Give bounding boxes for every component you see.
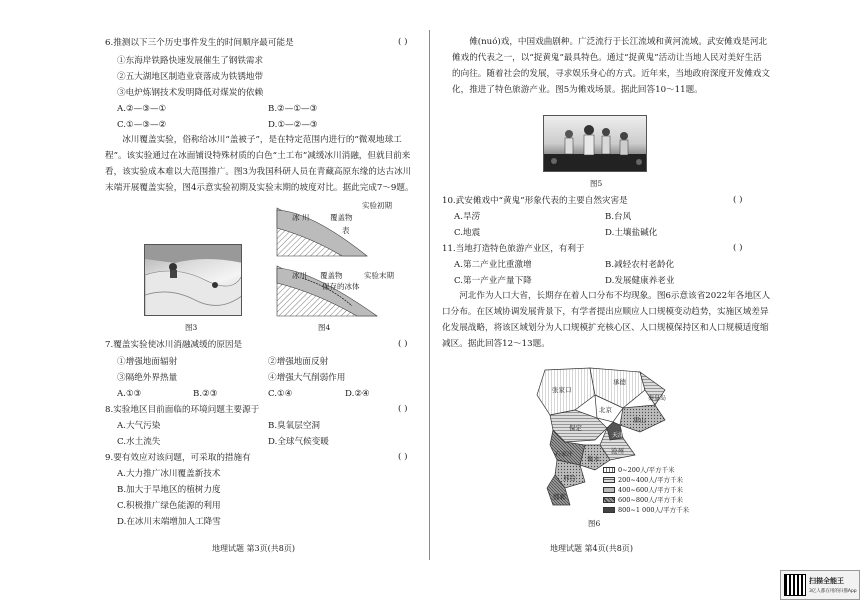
q7-stem: 7.覆盖实验使冰川消融减缓的原因是 (105, 340, 243, 350)
q8-answer-paren: ( ) (398, 404, 408, 414)
q8-option-a: A.大气污染 (117, 421, 161, 431)
legend-label-3: 400~600人/平方千米 (618, 486, 683, 494)
q9-option-c: C.积极推广绿色能源的利用 (117, 501, 221, 511)
q8-option-d: D.全球气候变暖 (268, 437, 329, 447)
q7-item-1: ①增强地面辐射 (117, 357, 178, 367)
q10-option-d: D.土壤盐碱化 (605, 228, 658, 238)
q11-option-c: C.第一产业产量下降 (454, 276, 532, 286)
fig4-label-table: 表 (342, 226, 350, 235)
scanner-subtitle: 3亿人都在用的扫描App (809, 589, 857, 594)
legend-row-3 (603, 485, 683, 494)
fig4-label-cover: 覆盖物 (330, 213, 353, 222)
q7-item-3: ③隔绝外界热量 (117, 373, 178, 383)
map-label-baoding: 保定 (569, 424, 582, 432)
q11-option-b: B.减轻农村老龄化 (605, 260, 675, 270)
q6-answer-paren: ( ) (398, 37, 408, 47)
q9-answer-paren: ( ) (398, 452, 408, 462)
figure-4-caption: 图4 (318, 323, 331, 332)
q7-option-d: D.②④ (345, 389, 370, 399)
fig4-label-glacier-2: 冰川 (292, 271, 307, 280)
map-label-shijiazhuang: 石家庄 (555, 451, 574, 458)
q6-option-c: C.①—③—② (117, 120, 167, 130)
q11-option-a: A.第二产业比重激增 (454, 260, 532, 270)
q6-item-3: ③电炉炼钢技术发明降低对煤炭的依赖 (117, 88, 264, 98)
figure-4-diagram (272, 198, 412, 318)
map-label-xingtai: 邢台 (563, 474, 576, 482)
q9-option-d: D.在冰川末端增加人工降雪 (117, 517, 221, 527)
figure-6-caption: 图6 (588, 519, 601, 528)
q8-stem: 8.实验地区目前面临的环境问题主要源于 (105, 405, 260, 415)
q10-stem: 10.武安傩戏中“黄鬼”形象代表的主要自然灾害是 (442, 196, 628, 206)
q8-option-c: C.水土流失 (117, 437, 161, 447)
legend-label-1: 0~200人/平方千米 (618, 466, 675, 474)
legend-label-2: 200~400人/平方千米 (618, 476, 683, 484)
legend-row-1 (603, 465, 675, 474)
legend-row-5 (603, 505, 689, 514)
scanner-watermark (780, 570, 860, 600)
fig4-label-preserved-ice: 保存的冰体 (322, 282, 360, 291)
legend-swatch-1 (603, 467, 615, 473)
map-label-handan: 邯郸 (553, 493, 566, 501)
fig4-label-cover-2: 覆盖物 (320, 271, 343, 280)
q6-option-a: A.②—③—① (117, 104, 167, 114)
q6-stem: 6.推测以下三个历史事件发生的时间顺序最可能是 (105, 38, 294, 48)
map-label-hengshui: 衡水 (587, 455, 600, 463)
population-passage: 河北作为人口大省，长期存在着人口分布不均现象。图6示意该省2022年各地区人口分布。在区域协调发展背景下，有学者提出应顺应人口规模变动趋势，实施区域差异化发展战略，将该区域划分为人口规模扩充核心区、人口规模保持区和人口规模适度缩减区。据此回答12～13题。 (442, 291, 771, 349)
qr-code-icon (784, 574, 806, 596)
q10-option-a: A.旱涝 (454, 212, 481, 222)
q10-answer-paren: ( ) (733, 195, 743, 205)
scanner-name: 扫描全能王 (809, 577, 844, 585)
fig4-bottom-title: 实验末期 (364, 271, 394, 280)
figure-5-photo (543, 115, 647, 172)
q6-option-b: B.②—①—③ (268, 104, 318, 114)
legend-swatch-2 (603, 477, 615, 483)
fig4-top-title: 实验初期 (362, 201, 392, 210)
q11-stem: 11.当地打造特色旅游产业区，有利于 (442, 244, 585, 254)
right-page (430, 0, 860, 609)
legend-row-2 (603, 475, 683, 484)
fig4-label-glacier: 冰 川 (292, 213, 310, 222)
q6-option-d: D.①—②—③ (268, 120, 318, 130)
figure-3-caption: 图3 (185, 323, 198, 332)
q7-option-b: B.②③ (193, 389, 218, 399)
legend-label-4: 600~800人/平方千米 (618, 496, 683, 504)
legend-label-5: 800~1 000人/平方千米 (618, 506, 690, 514)
q6-item-2: ②五大湖地区制造业衰落成为铁锈地带 (117, 72, 264, 82)
figure-6-legend (603, 465, 698, 513)
map-label-tangshan: 唐山 (633, 416, 646, 424)
q10-option-b: B.台风 (605, 212, 632, 222)
figure-5-caption: 图5 (590, 179, 603, 188)
q9-option-b: B.加大于旱地区的植树力度 (117, 485, 221, 495)
left-page-footer: 地理试题 第3页(共8页) (212, 544, 295, 553)
map-label-qinhuangdao: 秦皇岛 (648, 395, 667, 402)
q7-option-c: C.①④ (268, 389, 293, 399)
legend-row-4 (603, 495, 683, 504)
map-label-zhangjiakou: 张家口 (552, 386, 572, 394)
q9-stem: 9.要有效应对该问题，可采取的措施有 (105, 453, 251, 463)
map-label-tianjin: 天津 (612, 432, 625, 439)
q7-answer-paren: ( ) (398, 339, 408, 349)
right-page-footer: 地理试题 第4页(共8页) (550, 544, 633, 553)
map-label-chengde: 承德 (613, 378, 626, 386)
nuo-opera-passage: 傩(nuó)戏，中国戏曲剧种。广泛流行于长江流域和黄河流域。武安傩戏是河北傩戏的代表之一，以“捉黄鬼”最具特色。通过“捉黄鬼”活动让当地人民对美好生活的向往。随着社会的发展，寻求娱乐身心的方式。近年来，当地政府深度开发傩戏文化，推进了特色旅游产业。图5为傩戏场景。据此回答10～11题。 (452, 37, 770, 95)
q7-item-4: ④增强大气削弱作用 (268, 373, 346, 383)
glacier-passage: 冰川覆盖实验，俗称给冰川“盖被子”，是在特定范围内进行的“微观地球工程”。该实验通过在冰面铺设特殊材质的白色“土工布”减缓冰川消融，但就目前来看，该实验成本难以大范围推广。图3为我国科研人员在青藏高原东缘的达古冰川末端开展覆盖实验，图4示意实验初期及实验末期的坡度对比。据此完成7～9题。 (105, 135, 414, 193)
q9-option-a: A.大力推广冰川覆盖新技术 (117, 469, 221, 479)
legend-swatch-3 (603, 487, 615, 493)
q7-item-2: ②增强地面反射 (268, 357, 329, 367)
legend-swatch-4 (603, 497, 615, 503)
map-label-beijing: 北京 (599, 406, 612, 414)
q7-option-a: A.①③ (117, 389, 142, 399)
legend-swatch-5 (603, 507, 615, 513)
q10-option-c: C.地震 (454, 228, 481, 238)
q6-item-1: ①东海岸铁路快速发展催生了钢铁需求 (117, 56, 264, 66)
figure-3-photo (144, 244, 242, 316)
q11-answer-paren: ( ) (733, 243, 743, 253)
map-label-cangzhou: 沧州 (611, 447, 624, 455)
q8-option-b: B.臭氧层空洞 (268, 421, 321, 431)
q11-option-d: D.发展健康养老业 (605, 276, 675, 286)
